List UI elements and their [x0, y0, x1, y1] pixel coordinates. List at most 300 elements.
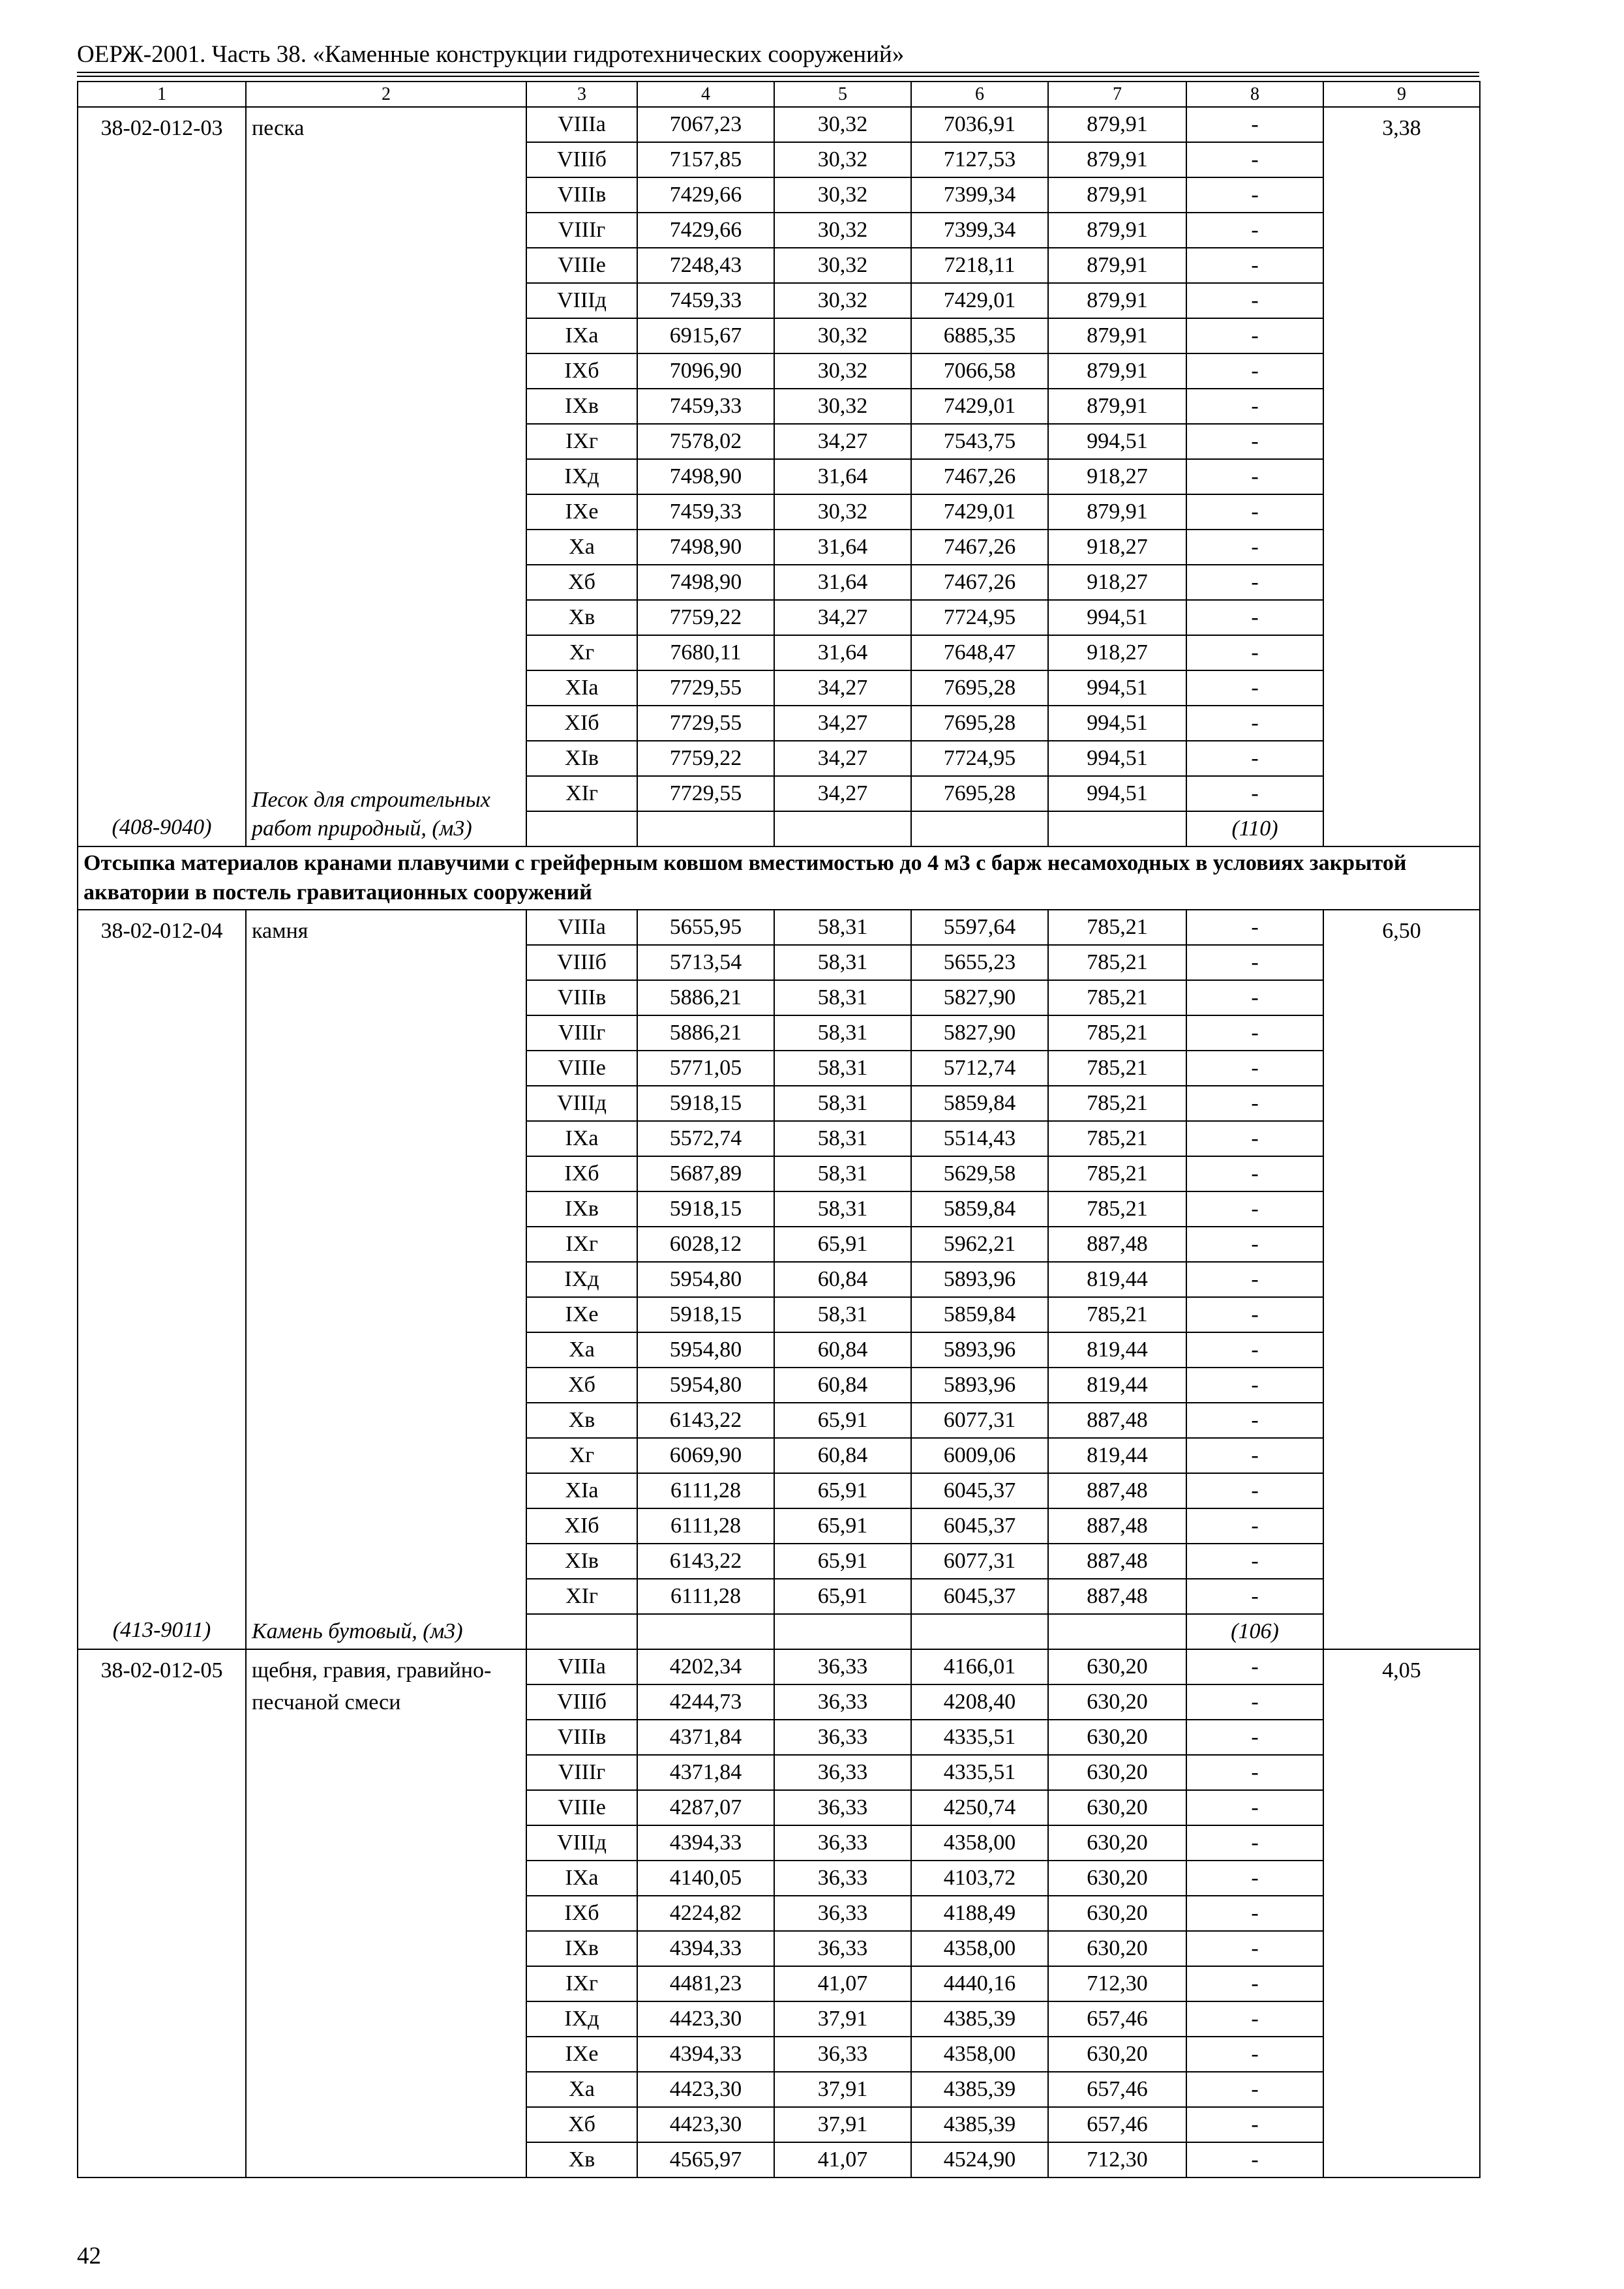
- materials-cell: -: [1186, 494, 1323, 530]
- machinist-wages-cell: 630,20: [1048, 1896, 1186, 1931]
- zone-cell: IXб: [526, 353, 637, 389]
- machinist-wages-cell: 994,51: [1048, 600, 1186, 635]
- materials-cell: -: [1186, 424, 1323, 459]
- machinist-wages-cell: 887,48: [1048, 1579, 1186, 1614]
- machinist-wages-cell: 879,91: [1048, 213, 1186, 248]
- material-quantity: (106): [1186, 1614, 1323, 1649]
- wages-cell: 30,32: [774, 283, 911, 318]
- total-cost-cell: 7248,43: [637, 248, 774, 283]
- zone-cell: VIIIе: [526, 248, 637, 283]
- wages-cell: 36,33: [774, 1755, 911, 1790]
- machinist-wages-cell: 994,51: [1048, 670, 1186, 706]
- materials-cell: -: [1186, 980, 1323, 1015]
- zone-cell: IXе: [526, 494, 637, 530]
- zone-cell: Xа: [526, 530, 637, 565]
- column-number: 5: [774, 82, 911, 107]
- wages-cell: 30,32: [774, 177, 911, 213]
- total-cost-cell: 4202,34: [637, 1649, 774, 1684]
- zone-cell: VIIIг: [526, 213, 637, 248]
- machinist-wages-cell: 819,44: [1048, 1332, 1186, 1368]
- zone-cell: VIIIа: [526, 910, 637, 945]
- material-code: (408-9040): [112, 815, 212, 839]
- machines-cell: 4385,39: [911, 2001, 1048, 2037]
- materials-cell: -: [1186, 1262, 1323, 1297]
- total-cost-cell: 7498,90: [637, 565, 774, 600]
- material-code: (413-9011): [112, 1617, 211, 1642]
- wages-cell: 36,33: [774, 2037, 911, 2072]
- materials-cell: -: [1186, 600, 1323, 635]
- machines-cell: 7429,01: [911, 389, 1048, 424]
- total-cost-cell: 7759,22: [637, 600, 774, 635]
- wages-cell: 31,64: [774, 459, 911, 494]
- item-name: щебня, гравия, гравийно-песчаной смеси: [252, 1658, 492, 1715]
- materials-cell: -: [1186, 1755, 1323, 1790]
- zone-cell: VIIIе: [526, 1790, 637, 1825]
- zone-cell: Xб: [526, 565, 637, 600]
- machinist-wages-cell: 879,91: [1048, 494, 1186, 530]
- labor-rate-cell: 3,38: [1323, 107, 1480, 846]
- machines-cell: 4358,00: [911, 1825, 1048, 1861]
- total-cost-cell: 5954,80: [637, 1368, 774, 1403]
- total-cost-cell: 4394,33: [637, 1825, 774, 1861]
- zone-cell: Xв: [526, 600, 637, 635]
- zone-cell: XIг: [526, 776, 637, 811]
- materials-cell: -: [1186, 706, 1323, 741]
- wages-cell: 65,91: [774, 1227, 911, 1262]
- total-cost-cell: 7429,66: [637, 213, 774, 248]
- item-name-cell: [246, 1649, 526, 2177]
- item-code: 38-02-012-03: [100, 116, 223, 140]
- materials-cell: -: [1186, 2072, 1323, 2107]
- materials-cell: -: [1186, 1825, 1323, 1861]
- machinist-wages-cell: 879,91: [1048, 318, 1186, 353]
- machines-cell: 4335,51: [911, 1755, 1048, 1790]
- column-number: 3: [526, 82, 637, 107]
- machines-cell: 6045,37: [911, 1473, 1048, 1508]
- machines-cell: 7467,26: [911, 565, 1048, 600]
- machines-cell: 5514,43: [911, 1121, 1048, 1156]
- wages-cell: 30,32: [774, 107, 911, 142]
- machinist-wages-cell: 918,27: [1048, 565, 1186, 600]
- machines-cell: 7543,75: [911, 424, 1048, 459]
- zone-cell: VIIIе: [526, 1051, 637, 1086]
- materials-cell: -: [1186, 283, 1323, 318]
- total-cost-cell: 6028,12: [637, 1227, 774, 1262]
- wages-cell: 58,31: [774, 1121, 911, 1156]
- machines-cell: 5859,84: [911, 1086, 1048, 1121]
- materials-cell: -: [1186, 1790, 1323, 1825]
- materials-cell: -: [1186, 1544, 1323, 1579]
- total-cost-cell: 7157,85: [637, 142, 774, 177]
- zone-cell: IXд: [526, 459, 637, 494]
- zone-cell: Xв: [526, 1403, 637, 1438]
- total-cost-cell: 7459,33: [637, 389, 774, 424]
- empty-cell: [526, 1614, 637, 1649]
- machinist-wages-cell: 879,91: [1048, 177, 1186, 213]
- wages-cell: 65,91: [774, 1403, 911, 1438]
- machines-cell: 7218,11: [911, 248, 1048, 283]
- total-cost-cell: 6143,22: [637, 1403, 774, 1438]
- total-cost-cell: 7759,22: [637, 741, 774, 776]
- total-cost-cell: 6069,90: [637, 1438, 774, 1473]
- total-cost-cell: 5918,15: [637, 1191, 774, 1227]
- machines-cell: 7066,58: [911, 353, 1048, 389]
- machinist-wages-cell: 657,46: [1048, 2072, 1186, 2107]
- machinist-wages-cell: 712,30: [1048, 1966, 1186, 2001]
- column-number: 8: [1186, 82, 1323, 107]
- header-rule: [77, 72, 1479, 73]
- total-cost-cell: 4224,82: [637, 1896, 774, 1931]
- zone-cell: VIIIб: [526, 1684, 637, 1720]
- machinist-wages-cell: 887,48: [1048, 1544, 1186, 1579]
- empty-cell: [774, 1614, 911, 1649]
- materials-cell: -: [1186, 1896, 1323, 1931]
- wages-cell: 37,91: [774, 2001, 911, 2037]
- zone-cell: VIIIб: [526, 945, 637, 980]
- zone-cell: XIв: [526, 741, 637, 776]
- wages-cell: 60,84: [774, 1368, 911, 1403]
- wages-cell: 58,31: [774, 910, 911, 945]
- wages-cell: 58,31: [774, 1297, 911, 1332]
- zone-cell: Xа: [526, 1332, 637, 1368]
- page-number: 42: [77, 2243, 101, 2269]
- machines-cell: 6077,31: [911, 1544, 1048, 1579]
- materials-cell: -: [1186, 910, 1323, 945]
- materials-cell: -: [1186, 1438, 1323, 1473]
- total-cost-cell: 7729,55: [637, 776, 774, 811]
- wages-cell: 65,91: [774, 1473, 911, 1508]
- wages-cell: 58,31: [774, 1086, 911, 1121]
- materials-cell: -: [1186, 1966, 1323, 2001]
- machinist-wages-cell: 785,21: [1048, 1121, 1186, 1156]
- wages-cell: 30,32: [774, 248, 911, 283]
- materials-cell: -: [1186, 1684, 1323, 1720]
- wages-cell: 34,27: [774, 670, 911, 706]
- machinist-wages-cell: 887,48: [1048, 1508, 1186, 1544]
- machinist-wages-cell: 879,91: [1048, 389, 1186, 424]
- wages-cell: 36,33: [774, 1896, 911, 1931]
- wages-cell: 36,33: [774, 1720, 911, 1755]
- wages-cell: 58,31: [774, 1051, 911, 1086]
- machinist-wages-cell: 785,21: [1048, 910, 1186, 945]
- machines-cell: 4385,39: [911, 2107, 1048, 2142]
- wages-cell: 30,32: [774, 213, 911, 248]
- wages-cell: 34,27: [774, 706, 911, 741]
- total-cost-cell: 5918,15: [637, 1297, 774, 1332]
- machines-cell: 7724,95: [911, 600, 1048, 635]
- total-cost-cell: 7729,55: [637, 670, 774, 706]
- total-cost-cell: 4565,97: [637, 2142, 774, 2177]
- machinist-wages-cell: 785,21: [1048, 1297, 1186, 1332]
- empty-cell: [911, 811, 1048, 846]
- machines-cell: 4166,01: [911, 1649, 1048, 1684]
- wages-cell: 41,07: [774, 2142, 911, 2177]
- machinist-wages-cell: 994,51: [1048, 706, 1186, 741]
- zone-cell: VIIIа: [526, 107, 637, 142]
- empty-cell: [526, 811, 637, 846]
- zone-cell: IXд: [526, 1262, 637, 1297]
- wages-cell: 34,27: [774, 776, 911, 811]
- machinist-wages-cell: 879,91: [1048, 142, 1186, 177]
- machines-cell: 7127,53: [911, 142, 1048, 177]
- total-cost-cell: 5886,21: [637, 1015, 774, 1051]
- materials-cell: -: [1186, 1403, 1323, 1438]
- machinist-wages-cell: 785,21: [1048, 945, 1186, 980]
- total-cost-cell: 7459,33: [637, 283, 774, 318]
- total-cost-cell: 5886,21: [637, 980, 774, 1015]
- machines-cell: 7648,47: [911, 635, 1048, 670]
- zone-cell: Xб: [526, 2107, 637, 2142]
- zone-cell: IXд: [526, 2001, 637, 2037]
- materials-cell: -: [1186, 1156, 1323, 1191]
- machinist-wages-cell: 657,46: [1048, 2001, 1186, 2037]
- machines-cell: 7467,26: [911, 459, 1048, 494]
- machinist-wages-cell: 785,21: [1048, 1051, 1186, 1086]
- materials-cell: -: [1186, 1297, 1323, 1332]
- machines-cell: 5859,84: [911, 1297, 1048, 1332]
- empty-cell: [774, 811, 911, 846]
- zone-cell: Xа: [526, 2072, 637, 2107]
- rates-table: [77, 81, 1481, 2178]
- section-title-row: [78, 846, 1480, 910]
- machinist-wages-cell: 785,21: [1048, 1015, 1186, 1051]
- total-cost-cell: 4423,30: [637, 2072, 774, 2107]
- item-name: песка: [252, 116, 305, 140]
- total-cost-cell: 6111,28: [637, 1473, 774, 1508]
- machinist-wages-cell: 994,51: [1048, 424, 1186, 459]
- total-cost-cell: 5954,80: [637, 1332, 774, 1368]
- machinist-wages-cell: 918,27: [1048, 459, 1186, 494]
- machines-cell: 7695,28: [911, 776, 1048, 811]
- materials-cell: -: [1186, 107, 1323, 142]
- column-number: 1: [78, 82, 246, 107]
- machines-cell: 7467,26: [911, 530, 1048, 565]
- wages-cell: 31,64: [774, 565, 911, 600]
- column-number: 2: [246, 82, 526, 107]
- materials-cell: -: [1186, 1649, 1323, 1684]
- machines-cell: 4250,74: [911, 1790, 1048, 1825]
- wages-cell: 30,32: [774, 142, 911, 177]
- materials-cell: -: [1186, 1508, 1323, 1544]
- materials-cell: -: [1186, 1368, 1323, 1403]
- zone-cell: VIIIд: [526, 1825, 637, 1861]
- column-number: 7: [1048, 82, 1186, 107]
- zone-cell: VIIIг: [526, 1015, 637, 1051]
- machines-cell: 7036,91: [911, 107, 1048, 142]
- machinist-wages-cell: 630,20: [1048, 1720, 1186, 1755]
- item-code-cell: [78, 107, 246, 846]
- zone-cell: VIIIд: [526, 283, 637, 318]
- machinist-wages-cell: 887,48: [1048, 1227, 1186, 1262]
- total-cost-cell: 4371,84: [637, 1755, 774, 1790]
- machines-cell: 6009,06: [911, 1438, 1048, 1473]
- materials-cell: -: [1186, 1473, 1323, 1508]
- machines-cell: 5629,58: [911, 1156, 1048, 1191]
- empty-cell: [637, 1614, 774, 1649]
- machinist-wages-cell: 879,91: [1048, 107, 1186, 142]
- machinist-wages-cell: 630,20: [1048, 1790, 1186, 1825]
- column-number: 4: [637, 82, 774, 107]
- item-code: 38-02-012-05: [100, 1658, 223, 1683]
- wages-cell: 30,32: [774, 389, 911, 424]
- wages-cell: 34,27: [774, 741, 911, 776]
- machinist-wages-cell: 887,48: [1048, 1403, 1186, 1438]
- total-cost-cell: 4394,33: [637, 1931, 774, 1966]
- empty-cell: [911, 1614, 1048, 1649]
- item-code-cell: [78, 1649, 246, 2177]
- zone-cell: Xв: [526, 2142, 637, 2177]
- zone-cell: IXе: [526, 2037, 637, 2072]
- material-name: Песок для строительных работ природный, (м3): [252, 787, 490, 841]
- machinist-wages-cell: 630,20: [1048, 1931, 1186, 1966]
- materials-cell: -: [1186, 776, 1323, 811]
- machinist-wages-cell: 785,21: [1048, 1191, 1186, 1227]
- machinist-wages-cell: 785,21: [1048, 980, 1186, 1015]
- total-cost-cell: 7578,02: [637, 424, 774, 459]
- machinist-wages-cell: 785,21: [1048, 1156, 1186, 1191]
- machines-cell: 7695,28: [911, 670, 1048, 706]
- zone-cell: IXв: [526, 1931, 637, 1966]
- zone-cell: IXг: [526, 1966, 637, 2001]
- item-name-cell: [246, 910, 526, 1649]
- machinist-wages-cell: 819,44: [1048, 1438, 1186, 1473]
- materials-cell: -: [1186, 2107, 1323, 2142]
- wages-cell: 30,32: [774, 353, 911, 389]
- machinist-wages-cell: 879,91: [1048, 248, 1186, 283]
- machines-cell: 5859,84: [911, 1191, 1048, 1227]
- materials-cell: -: [1186, 670, 1323, 706]
- total-cost-cell: 6915,67: [637, 318, 774, 353]
- zone-cell: IXг: [526, 424, 637, 459]
- zone-cell: VIIIг: [526, 1755, 637, 1790]
- total-cost-cell: 7729,55: [637, 706, 774, 741]
- materials-cell: -: [1186, 1191, 1323, 1227]
- machinist-wages-cell: 657,46: [1048, 2107, 1186, 2142]
- zone-cell: XIб: [526, 706, 637, 741]
- wages-cell: 36,33: [774, 1649, 911, 1684]
- header-rule-2: [77, 76, 1479, 77]
- machines-cell: 6885,35: [911, 318, 1048, 353]
- machines-cell: 5655,23: [911, 945, 1048, 980]
- materials-cell: -: [1186, 741, 1323, 776]
- machines-cell: 4208,40: [911, 1684, 1048, 1720]
- machines-cell: 4103,72: [911, 1861, 1048, 1896]
- zone-cell: XIв: [526, 1544, 637, 1579]
- total-cost-cell: 5954,80: [637, 1262, 774, 1297]
- machines-cell: 5893,96: [911, 1332, 1048, 1368]
- machines-cell: 4524,90: [911, 2142, 1048, 2177]
- wages-cell: 37,91: [774, 2107, 911, 2142]
- machinist-wages-cell: 887,48: [1048, 1473, 1186, 1508]
- materials-cell: -: [1186, 2142, 1323, 2177]
- table-row: [78, 107, 1480, 142]
- empty-cell: [637, 811, 774, 846]
- zone-cell: VIIIв: [526, 1720, 637, 1755]
- materials-cell: -: [1186, 177, 1323, 213]
- machinist-wages-cell: 630,20: [1048, 2037, 1186, 2072]
- zone-cell: VIIIа: [526, 1649, 637, 1684]
- machinist-wages-cell: 785,21: [1048, 1086, 1186, 1121]
- zone-cell: XIг: [526, 1579, 637, 1614]
- machines-cell: 7429,01: [911, 283, 1048, 318]
- machines-cell: 4385,39: [911, 2072, 1048, 2107]
- wages-cell: 41,07: [774, 1966, 911, 2001]
- materials-cell: -: [1186, 2037, 1323, 2072]
- wages-cell: 30,32: [774, 494, 911, 530]
- materials-cell: -: [1186, 565, 1323, 600]
- labor-rate-cell: 6,50: [1323, 910, 1480, 1649]
- materials-cell: -: [1186, 318, 1323, 353]
- total-cost-cell: 5687,89: [637, 1156, 774, 1191]
- zone-cell: Xб: [526, 1368, 637, 1403]
- wages-cell: 58,31: [774, 1015, 911, 1051]
- materials-cell: -: [1186, 945, 1323, 980]
- zone-cell: VIIIд: [526, 1086, 637, 1121]
- zone-cell: VIIIб: [526, 142, 637, 177]
- wages-cell: 58,31: [774, 1156, 911, 1191]
- materials-cell: -: [1186, 1931, 1323, 1966]
- machinist-wages-cell: 994,51: [1048, 776, 1186, 811]
- item-name: камня: [252, 919, 308, 943]
- machines-cell: 6077,31: [911, 1403, 1048, 1438]
- total-cost-cell: 7459,33: [637, 494, 774, 530]
- machines-cell: 5597,64: [911, 910, 1048, 945]
- machinist-wages-cell: 630,20: [1048, 1684, 1186, 1720]
- materials-cell: -: [1186, 459, 1323, 494]
- wages-cell: 30,32: [774, 318, 911, 353]
- table-row: [78, 910, 1480, 945]
- wages-cell: 60,84: [774, 1262, 911, 1297]
- total-cost-cell: 6111,28: [637, 1508, 774, 1544]
- labor-rate-cell: 4,05: [1323, 1649, 1480, 2177]
- zone-cell: XIа: [526, 1473, 637, 1508]
- empty-cell: [1048, 1614, 1186, 1649]
- wages-cell: 60,84: [774, 1332, 911, 1368]
- wages-cell: 58,31: [774, 945, 911, 980]
- machines-cell: 7399,34: [911, 177, 1048, 213]
- machinist-wages-cell: 630,20: [1048, 1825, 1186, 1861]
- material-quantity: (110): [1186, 811, 1323, 846]
- wages-cell: 58,31: [774, 1191, 911, 1227]
- column-number: 9: [1323, 82, 1480, 107]
- machines-cell: 6045,37: [911, 1579, 1048, 1614]
- wages-cell: 58,31: [774, 980, 911, 1015]
- material-name: Камень бутовый, (м3): [252, 1619, 463, 1643]
- machines-cell: 7429,01: [911, 494, 1048, 530]
- total-cost-cell: 5771,05: [637, 1051, 774, 1086]
- zone-cell: XIб: [526, 1508, 637, 1544]
- materials-cell: -: [1186, 1015, 1323, 1051]
- materials-cell: -: [1186, 1051, 1323, 1086]
- machinist-wages-cell: 630,20: [1048, 1861, 1186, 1896]
- total-cost-cell: 6143,22: [637, 1544, 774, 1579]
- section-title: Отсыпка материалов кранами плавучими с грейферным ковшом вместимостью до 4 м3 с барж несамоходных в условиях закрытой акватории в постель гравитационных сооружений: [78, 846, 1480, 910]
- machinist-wages-cell: 879,91: [1048, 283, 1186, 318]
- machines-cell: 4358,00: [911, 2037, 1048, 2072]
- page-header-title: ОЕРЖ-2001. Часть 38. «Каменные конструкции гидротехнических сооружений»: [77, 41, 905, 68]
- total-cost-cell: 7096,90: [637, 353, 774, 389]
- materials-cell: -: [1186, 1121, 1323, 1156]
- total-cost-cell: 7498,90: [637, 530, 774, 565]
- machines-cell: 5893,96: [911, 1262, 1048, 1297]
- wages-cell: 31,64: [774, 530, 911, 565]
- total-cost-cell: 4394,33: [637, 2037, 774, 2072]
- total-cost-cell: 5713,54: [637, 945, 774, 980]
- zone-cell: IXа: [526, 318, 637, 353]
- machinist-wages-cell: 819,44: [1048, 1368, 1186, 1403]
- wages-cell: 36,33: [774, 1931, 911, 1966]
- total-cost-cell: 4423,30: [637, 2001, 774, 2037]
